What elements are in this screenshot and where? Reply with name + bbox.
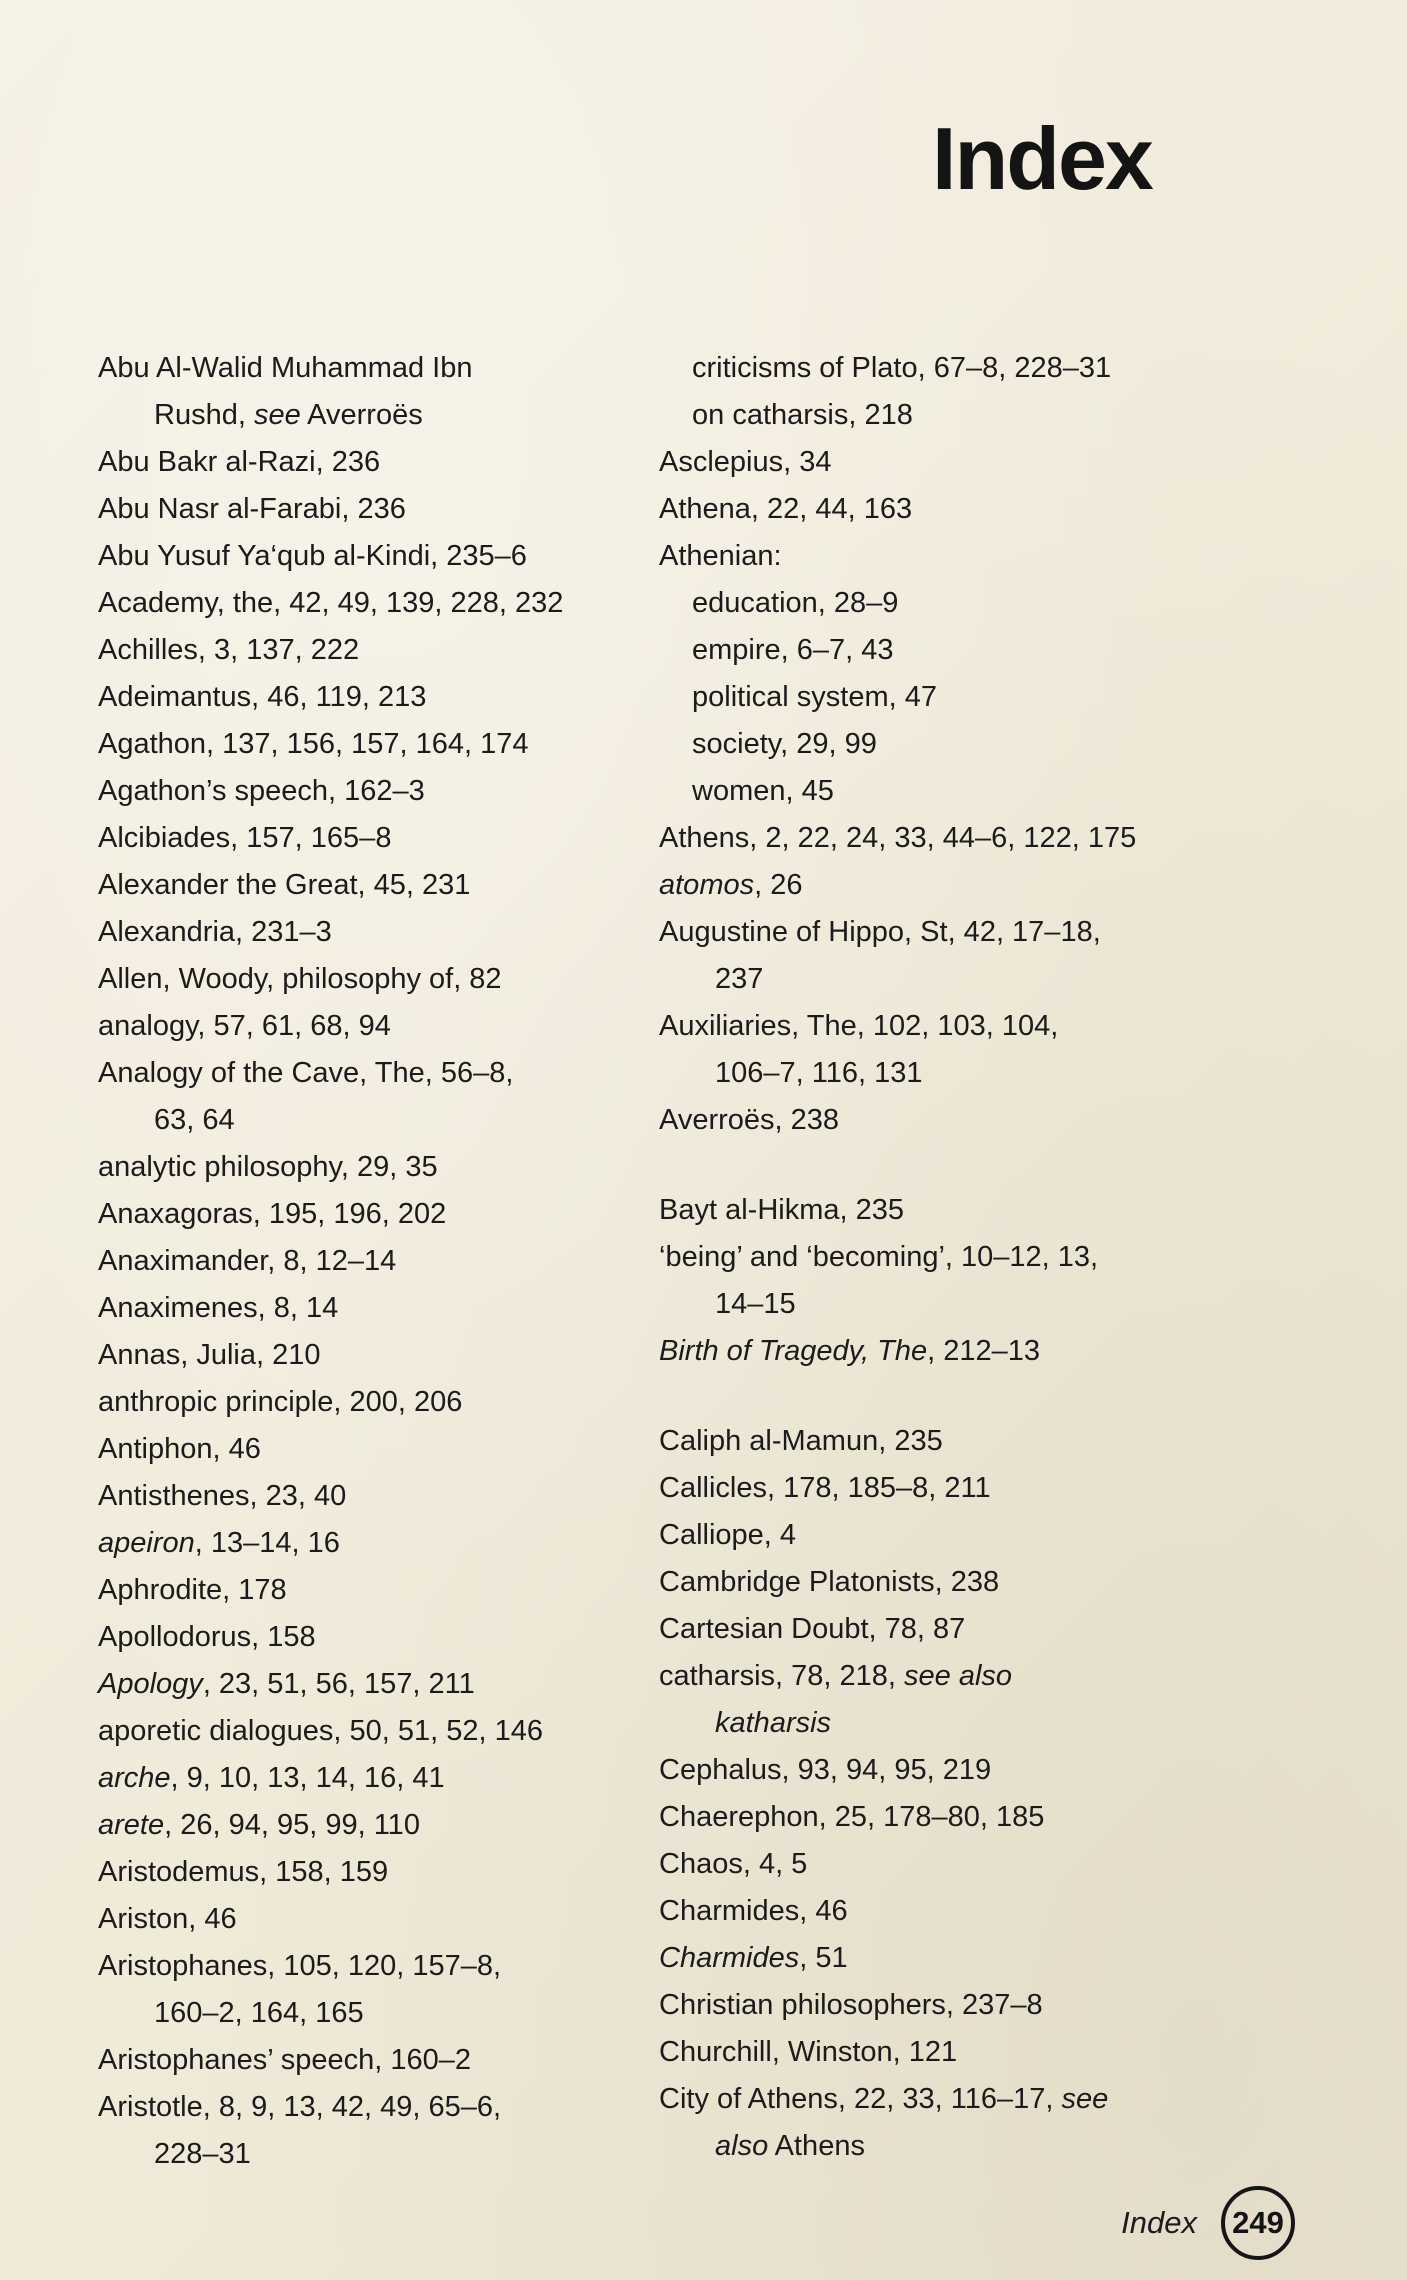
index-entry-text: Athenian: — [659, 540, 782, 572]
index-entry-text: women, 45 — [692, 775, 834, 807]
index-entry — [659, 1935, 1329, 1982]
index-entry-text: Chaos, 4, 5 — [659, 1848, 808, 1880]
index-entry — [98, 1849, 646, 1896]
index-entry-text: Callicles, 178, 185–8, 211 — [659, 1472, 991, 1504]
index-entry-text: , 51 — [799, 1942, 848, 1974]
index-entry-text: Cephalus, 93, 94, 95, 219 — [659, 1754, 992, 1786]
index-entry-text: Asclepius, 34 — [659, 446, 832, 478]
index-entry — [659, 1281, 1329, 1328]
index-entry-text: , 13–14, 16 — [194, 1527, 340, 1559]
index-entry-text-italic: Birth of Tragedy, The — [659, 1335, 928, 1367]
index-entry-text: political system, 47 — [692, 681, 937, 713]
page-footer — [1121, 2186, 1295, 2260]
index-entry-text-italic: see also — [904, 1660, 1013, 1692]
footer-section-label: Index — [1121, 2205, 1197, 2240]
index-entry-text: catharsis, 78, 218, — [659, 1660, 905, 1692]
index-entry — [98, 1473, 646, 1520]
index-entry — [98, 1238, 646, 1285]
index-entry-text: Averroës — [300, 399, 423, 431]
index-entry — [98, 2084, 646, 2131]
index-entry-text: Apollodorus, 158 — [98, 1621, 316, 1653]
index-entry-text: Athens, 2, 22, 24, 33, 44–6, 122, 175 — [659, 822, 1137, 854]
index-entry — [98, 815, 646, 862]
index-entry — [659, 1328, 1329, 1375]
index-entry-text: criticisms of Plato, 67–8, 228–31 — [692, 352, 1112, 384]
index-entry — [98, 1661, 646, 1708]
index-entry-text: 63, 64 — [154, 1104, 235, 1136]
index-entry-text: Achilles, 3, 137, 222 — [98, 634, 360, 666]
index-entry-text: Aristophanes’ speech, 160–2 — [98, 2044, 471, 2076]
index-entry — [659, 1606, 1329, 1653]
index-entry — [659, 1841, 1329, 1888]
index-entry — [98, 2037, 646, 2084]
index-entry-text: Antiphon, 46 — [98, 1433, 261, 1465]
page-title: Index — [932, 109, 1152, 208]
index-entry-text-italic: arete — [98, 1809, 165, 1841]
index-entry — [98, 1520, 646, 1567]
index-entry — [659, 956, 1329, 1003]
index-entry — [659, 2076, 1329, 2123]
index-entry — [659, 1653, 1329, 1700]
index-entry-text: 228–31 — [154, 2138, 251, 2170]
index-entry-text: Rushd, — [154, 399, 254, 431]
index-entry-text: Aphrodite, 178 — [98, 1574, 287, 1606]
index-entry — [98, 439, 646, 486]
index-entry — [659, 1794, 1329, 1841]
index-entry-text: Analogy of the Cave, The, 56–8, — [98, 1057, 514, 1089]
index-entry — [659, 1097, 1329, 1144]
index-entry-text: ‘being’ and ‘becoming’, 10–12, 13, — [659, 1241, 1099, 1273]
index-entry-text-italic: katharsis — [715, 1707, 832, 1739]
index-entry-text: Athena, 22, 44, 163 — [659, 493, 913, 525]
index-entry-text: 14–15 — [715, 1288, 796, 1320]
index-entry-text-italic: also — [715, 2130, 769, 2162]
index-entry — [659, 1418, 1329, 1465]
index-entry-text: empire, 6–7, 43 — [692, 634, 894, 666]
index-entry — [659, 1888, 1329, 1935]
index-entry — [98, 1144, 646, 1191]
index-entry-text: Averroës, 238 — [659, 1104, 840, 1136]
index-entry — [659, 1982, 1329, 2029]
index-entry — [659, 2029, 1329, 2076]
index-entry — [659, 533, 1329, 580]
index-entry-text: Agathon’s speech, 162–3 — [98, 775, 425, 807]
index-entry-text: Aristotle, 8, 9, 13, 42, 49, 65–6, — [98, 2091, 502, 2123]
index-entry-text: Charmides, 46 — [659, 1895, 848, 1927]
index-entry — [659, 768, 1329, 815]
index-entry-text: Antisthenes, 23, 40 — [98, 1480, 347, 1512]
index-entry — [659, 439, 1329, 486]
index-entry-text: Churchill, Winston, 121 — [659, 2036, 958, 2068]
index-entry-text: , 212–13 — [927, 1335, 1040, 1367]
index-entry — [98, 1285, 646, 1332]
index-entry-text: education, 28–9 — [692, 587, 899, 619]
index-entry-text: Auxiliaries, The, 102, 103, 104, — [659, 1010, 1059, 1042]
index-entry — [98, 486, 646, 533]
index-entry-text: Calliope, 4 — [659, 1519, 797, 1551]
index-entry — [98, 1097, 646, 1144]
index-entry — [659, 345, 1329, 392]
page-number-badge: 249 — [1221, 2186, 1295, 2260]
index-column-right — [659, 345, 1329, 2170]
index-entry-text: , 23, 51, 56, 157, 211 — [202, 1668, 475, 1700]
index-entry-text-italic: Apology — [98, 1668, 203, 1700]
index-entry-text: , 26, 94, 95, 99, 110 — [164, 1809, 420, 1841]
index-entry-text: Caliph al-Mamun, 235 — [659, 1425, 943, 1457]
index-entry — [659, 1003, 1329, 1050]
index-entry — [98, 1050, 646, 1097]
index-entry-text: 160–2, 164, 165 — [154, 1997, 364, 2029]
index-entry-text-italic: apeiron — [98, 1527, 195, 1559]
index-entry — [98, 956, 646, 1003]
index-entry — [98, 1990, 646, 2037]
index-entry-text: City of Athens, 22, 33, 116–17, — [659, 2083, 1062, 2115]
index-entry — [98, 909, 646, 956]
index-entry — [98, 1191, 646, 1238]
index-entry — [98, 2131, 646, 2178]
index-column-left — [98, 345, 646, 2178]
index-entry — [98, 768, 646, 815]
index-entry — [659, 1187, 1329, 1234]
index-entry-text: Cartesian Doubt, 78, 87 — [659, 1613, 966, 1645]
index-entry — [659, 1747, 1329, 1794]
index-entry-text: Agathon, 137, 156, 157, 164, 174 — [98, 728, 529, 760]
index-entry-text: Anaximenes, 8, 14 — [98, 1292, 339, 1324]
index-entry — [98, 392, 646, 439]
index-entry — [98, 580, 646, 627]
index-entry-text-italic: arche — [98, 1762, 171, 1794]
index-entry — [98, 721, 646, 768]
index-entry-text: Athens — [768, 2130, 865, 2162]
index-entry-text: Abu Yusuf Ya‘qub al-Kindi, 235–6 — [98, 540, 527, 572]
index-entry — [98, 1802, 646, 1849]
index-entry — [659, 815, 1329, 862]
index-entry — [98, 862, 646, 909]
index-entry-text: Aristodemus, 158, 159 — [98, 1856, 389, 1888]
index-entry-text: 237 — [715, 963, 764, 995]
index-entry — [98, 1567, 646, 1614]
index-entry-text: Abu Nasr al-Farabi, 236 — [98, 493, 406, 525]
index-entry-text: Cambridge Platonists, 238 — [659, 1566, 1000, 1598]
index-entry — [659, 674, 1329, 721]
index-entry-text: aporetic dialogues, 50, 51, 52, 146 — [98, 1715, 543, 1747]
index-entry-text: analogy, 57, 61, 68, 94 — [98, 1010, 391, 1042]
index-entry-text: Abu Al-Walid Muhammad Ibn — [98, 352, 473, 384]
index-entry-text: Adeimantus, 46, 119, 213 — [98, 681, 427, 713]
index-entry — [659, 1559, 1329, 1606]
index-entry — [659, 392, 1329, 439]
index-entry-text: Alexander the Great, 45, 231 — [98, 869, 471, 901]
index-entry — [659, 1234, 1329, 1281]
index-entry-text: Anaxagoras, 195, 196, 202 — [98, 1198, 447, 1230]
index-entry — [98, 533, 646, 580]
index-entry — [659, 1465, 1329, 1512]
index-entry — [98, 674, 646, 721]
index-entry-text: Anaximander, 8, 12–14 — [98, 1245, 397, 1277]
index-entry — [98, 1614, 646, 1661]
index-entry-text: on catharsis, 218 — [692, 399, 913, 431]
index-entry-text: Augustine of Hippo, St, 42, 17–18, — [659, 916, 1101, 948]
index-entry-text: Christian philosophers, 237–8 — [659, 1989, 1043, 2021]
index-entry-text: anthropic principle, 200, 206 — [98, 1386, 463, 1418]
index-entry-text: Bayt al-Hikma, 235 — [659, 1194, 904, 1226]
index-entry-text: analytic philosophy, 29, 35 — [98, 1151, 438, 1183]
index-entry-text: Chaerephon, 25, 178–80, 185 — [659, 1801, 1045, 1833]
index-entry-text-italic: Charmides — [659, 1942, 800, 1974]
index-entry — [659, 1050, 1329, 1097]
index-entry — [98, 627, 646, 674]
index-entry — [98, 1379, 646, 1426]
index-entry — [659, 909, 1329, 956]
index-entry — [659, 486, 1329, 533]
index-entry-text: 106–7, 116, 131 — [715, 1057, 923, 1089]
index-entry — [98, 1943, 646, 1990]
index-entry — [659, 1700, 1329, 1747]
index-entry-text: , 26 — [754, 869, 803, 901]
index-entry-text: Academy, the, 42, 49, 139, 228, 232 — [98, 587, 564, 619]
index-entry-text: Alcibiades, 157, 165–8 — [98, 822, 392, 854]
index-entry-text: , 9, 10, 13, 14, 16, 41 — [170, 1762, 445, 1794]
index-entry — [659, 721, 1329, 768]
index-entry — [659, 627, 1329, 674]
index-entry-text: Abu Bakr al-Razi, 236 — [98, 446, 381, 478]
index-entry-text: Alexandria, 231–3 — [98, 916, 332, 948]
index-entry-text-italic: atomos — [659, 869, 755, 901]
index-entry-text-italic: see — [253, 399, 301, 431]
index-entry — [98, 1896, 646, 1943]
index-entry — [98, 1003, 646, 1050]
index-entry — [659, 862, 1329, 909]
index-entry — [98, 1708, 646, 1755]
index-entry — [659, 580, 1329, 627]
index-entry-text: Aristophanes, 105, 120, 157–8, — [98, 1950, 502, 1982]
index-entry — [659, 2123, 1329, 2170]
index-entry — [98, 1755, 646, 1802]
index-entry-text: society, 29, 99 — [692, 728, 877, 760]
index-entry — [98, 1426, 646, 1473]
index-entry — [98, 1332, 646, 1379]
index-entry-text-italic: see — [1061, 2083, 1109, 2115]
index-entry — [98, 345, 646, 392]
index-entry-text: Allen, Woody, philosophy of, 82 — [98, 963, 502, 995]
index-entry-text: Annas, Julia, 210 — [98, 1339, 321, 1371]
index-entry-text: Ariston, 46 — [98, 1903, 237, 1935]
index-entry — [659, 1512, 1329, 1559]
